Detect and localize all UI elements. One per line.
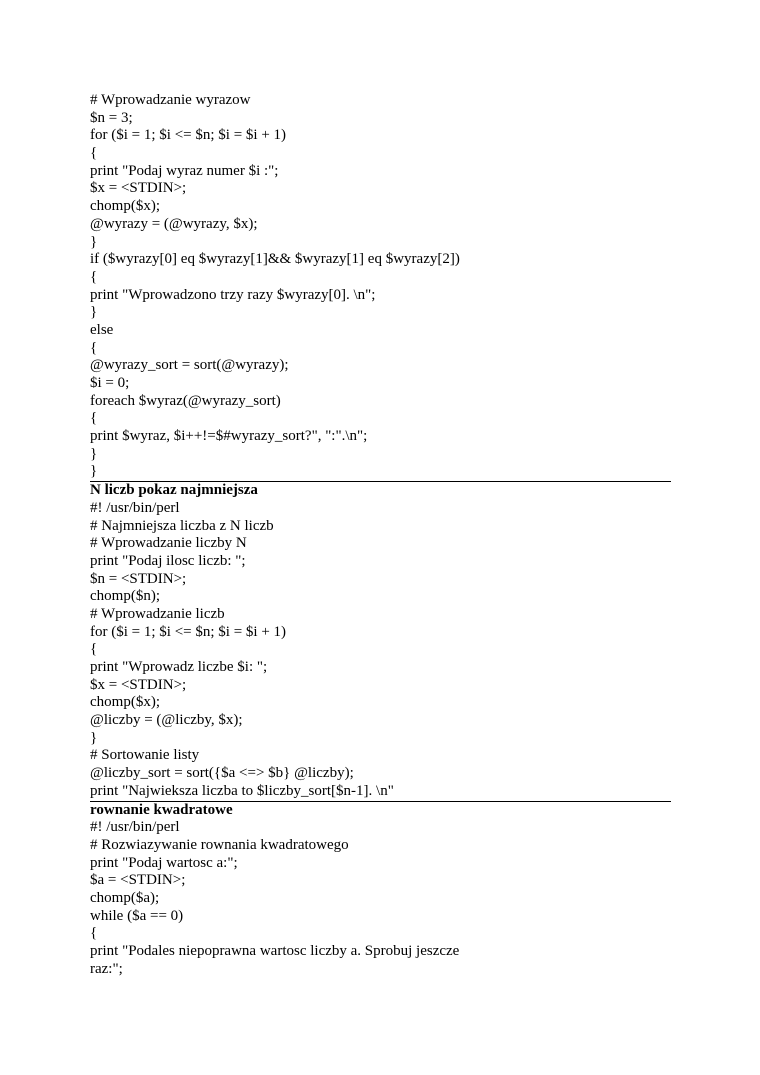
code-line: $n = 3;: [90, 109, 133, 126]
code-line: $n = <STDIN>;: [90, 570, 187, 587]
code-line: print "Podaj wyraz numer $i :";: [90, 162, 279, 179]
code-line: $x = <STDIN>;: [90, 676, 187, 693]
code-line: chomp($x);: [90, 198, 160, 215]
code-line: $i = 0;: [90, 375, 130, 391]
code-line: #! /usr/bin/perl: [90, 819, 180, 836]
code-line: for ($i = 1; $i <= $n; $i = $i + 1): [90, 127, 287, 144]
code-line: raz:";: [90, 960, 123, 977]
code-line: # Wprowadzanie liczb: [90, 605, 225, 622]
code-line: chomp($a);: [90, 889, 160, 906]
code-line: print "Podaj wartosc a:";: [90, 854, 238, 871]
code-line: }: [90, 463, 98, 480]
code-line: chomp($x);: [90, 694, 160, 711]
code-line: {: [90, 925, 98, 942]
code-line: }: [90, 233, 98, 250]
code-line: for ($i = 1; $i <= $n; $i = $i + 1): [90, 623, 287, 640]
code-line: print "Wprowadzono trzy razy $wyrazy[0]. \n";: [90, 286, 376, 303]
code-line: if ($wyrazy[0] eq $wyrazy[1]&& $wyrazy[1] eq $wyrazy[2]): [90, 251, 460, 268]
document-page: [90, 92, 671, 978]
code-line: chomp($n);: [90, 588, 160, 605]
code-line: print "Najwieksza liczba to $liczby_sort[$n-1]. \n": [90, 782, 394, 799]
code-line: # Najmniejsza liczba z N liczb: [90, 517, 274, 534]
code-line: print "Wprowadz liczbe $i: ";: [90, 659, 268, 675]
code-line: $x = <STDIN>;: [90, 180, 187, 197]
code-line: # Sortowanie listy: [90, 747, 200, 764]
code-line: print $wyraz, $i++!=$#wyrazy_sort?", ":".\n";: [90, 428, 368, 445]
section-heading: rownanie kwadratowe: [90, 801, 671, 820]
code-line: foreach $wyraz(@wyrazy_sort): [90, 392, 281, 409]
code-line: }: [90, 304, 98, 321]
code-line: {: [90, 410, 98, 427]
code-line: }: [90, 445, 98, 462]
code-line: @wyrazy_sort = sort(@wyrazy);: [90, 357, 289, 374]
code-line: while ($a == 0): [90, 907, 184, 924]
code-line: {: [90, 641, 98, 658]
code-line: print "Podales niepoprawna wartosc liczby a. Sprobuj jeszcze: [90, 943, 460, 959]
code-line: {: [90, 268, 98, 285]
code-section: [90, 92, 671, 481]
code-line: {: [90, 339, 98, 356]
code-line: # Wprowadzanie liczby N: [90, 535, 247, 552]
section-heading: N liczb pokaz najmniejsza: [90, 481, 671, 500]
code-line: @liczby_sort = sort({$a <=> $b} @liczby);: [90, 765, 354, 782]
code-line: # Rozwiazywanie rownania kwadratowego: [90, 836, 349, 853]
code-line: print "Podaj ilosc liczb: ";: [90, 552, 246, 569]
code-section: [90, 481, 671, 800]
code-line: #! /usr/bin/perl: [90, 499, 180, 516]
code-line: # Wprowadzanie wyrazow: [90, 92, 251, 108]
code-section: [90, 801, 671, 979]
code-line: @liczby = (@liczby, $x);: [90, 712, 243, 729]
code-line: @wyrazy = (@wyrazy, $x);: [90, 215, 258, 232]
code-line: $a = <STDIN>;: [90, 872, 186, 889]
code-line: else: [90, 321, 114, 338]
code-line: {: [90, 145, 98, 162]
code-line: }: [90, 729, 98, 746]
